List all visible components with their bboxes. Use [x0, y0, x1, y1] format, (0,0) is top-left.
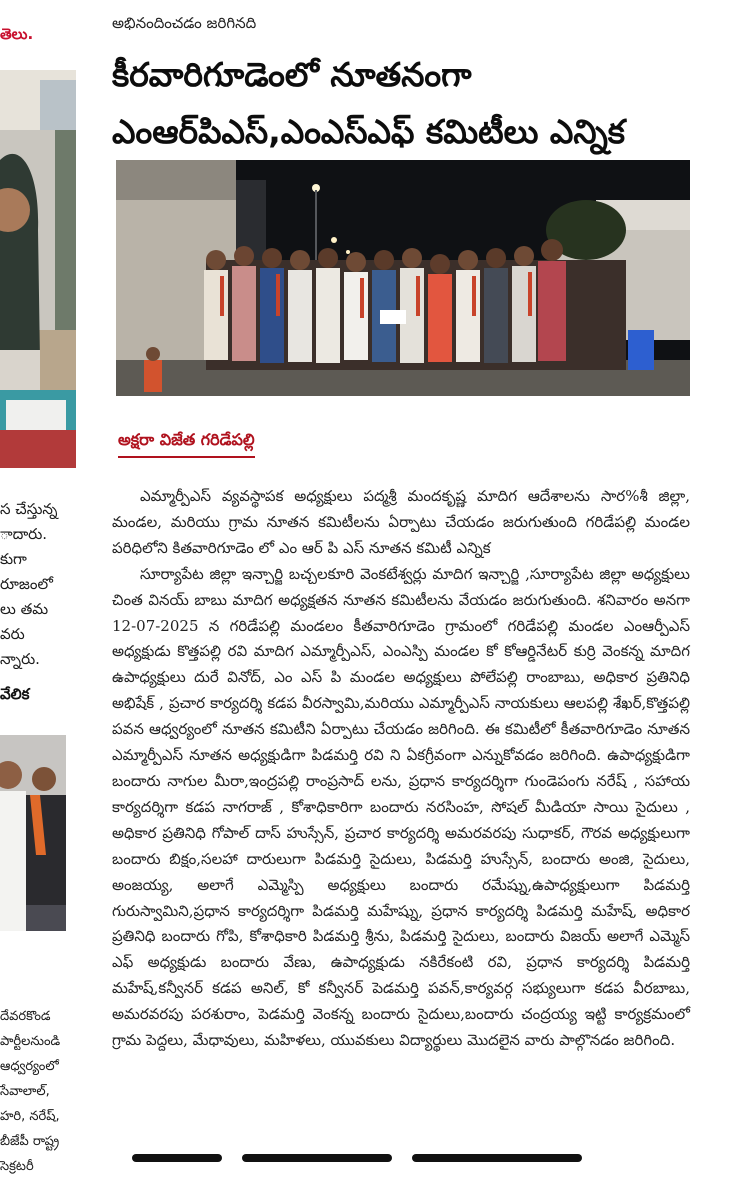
- left-text-line: ాదారు.: [0, 525, 48, 543]
- left-text-line: సెక్రటరీ: [0, 1159, 34, 1174]
- left-text-line: పార్టీలనుండి: [0, 1034, 61, 1049]
- left-photo-top: [0, 70, 76, 468]
- left-adjacent-column: [0, 0, 80, 1174]
- left-bold-fragment: వేలిక: [0, 685, 30, 703]
- article-body: [112, 484, 690, 1054]
- headline-line: ఎంఆర్‌పిఎస్,ఎంఎస్‌ఎఫ్ కమిటీలు ఎన్నిక: [112, 112, 625, 151]
- left-text-line: రూజంలో: [0, 575, 53, 593]
- left-text-line: ఆధ్వర్యంలో: [0, 1059, 59, 1074]
- article-photo: [116, 160, 690, 396]
- next-headline-cutoff: [112, 1140, 692, 1170]
- article-headline: [112, 46, 712, 160]
- headline-line: కీరవారిగూడెంలో నూతనంగా: [112, 55, 472, 94]
- article-paragraph: ఎమ్మార్పీఎస్ వ్యవస్థాపక అధ్యక్షులు పద్మశ్రీ మందకృష్ణ మాదిగ ఆదేశాలను సార%శీ జిల్లా, మండల, మరియు గ్రామ నూతన కమిటీలను ఏర్పాటు చేయడం జరుగుతుంది గరిడేపల్లి మండల పరిధిలోని కితవారిగూడెం లో ఎం ఆర్ పి ఎస్ నూతన కమిటీ ఎన్నిక: [112, 487, 690, 557]
- left-text-line: బీజేపీ రాష్ట్ర: [0, 1134, 60, 1149]
- left-text-line: హరి, నరేష్,: [0, 1109, 60, 1124]
- left-text-line: న్నారు.: [0, 650, 40, 668]
- left-text-line: దేవరకొండ: [0, 1009, 51, 1024]
- left-text-line: లు తమ: [0, 600, 49, 618]
- article-byline: అక్షరా విజేత గరిడేపల్లి: [118, 430, 255, 458]
- article-paragraph: సూర్యాపేట జిల్లా ఇన్చార్జి బచ్చలకూరి వెంకటేశ్వర్లు మాదిగ ఇన్చార్జి ,సూర్యాపేట జిల్లా అధ్యక్షులు చింత వినయ్ బాబు మాదిగ అధ్యక్షతన నూతన కమిటీలను వేయడం జరుగుతుంది. శనివారం అనగా 12-07-2025 న గరిడేపల్లి మండలం కీతవారిగూడెం గ్రామంలో గరిడేపల్లి మండల ఎంఆర్పీఎస్ అధ్యక్షుడు కొత్తపల్లి రవి మాదిగ ఎమ్మార్పీఎస్, ఎంఎస్పి మండల కో కోఆర్డినేటర్ కుర్రి వెంకన్న మాదిగ ఉపాధ్యక్షులు దురే వినోద్, ఎం ఎస్ పి మండల అధ్యక్షులు పోలేపల్లి రాంబాబు, అధికార ప్రతినిధి అభిషేక్ , ప్రచార కార్యదర్శి కడప వీరస్వామి,మరియు ఎమ్మార్పీఎస్ నాయకులు ఆలపల్లి శేఖర్,కొత్తపల్లి పవన ఆధ్వర్యంలో నూతన కమిటీని ఏర్పాటు చేయడం జరిగింది. ఈ కమిటీలో కీతవారిగూడెం నూతన ఎమ్మార్పీఎస్ నూతన అధ్యక్షుడిగా పిడమర్తి రవి ని ఏకగ్రీవంగా ఎన్నుకోవడం జరిగింది. ఉపాధ్యక్షుడిగా బందారు నాగుల మీరా,ఇంద్రపల్లి రాంప్రసాద్ లను, ప్రధాన కార్యదర్శిగా గుండెపంగు నరేష్ , సహాయ కార్యదర్శిగా కడప నాగరాజ్ , కోశాధికారిగా బందారు నరసింహ, సోషల్ మీడియా సాయి సైదులు , అధికార ప్రతినిధి గోపాల్ దాస్ హుస్సేన్, ప్రచార కార్యదర్శి అమరవరపు సుధాకర్, గౌరవ అధ్యక్షులుగా బందారు బిక్షం,సలహా దారులుగా పిడమర్తి సైదులు, పిడమర్తి హుస్సేన్, బందారు అంజి, సైదులు, అంజయ్య, అలాగే ఎమ్మెస్పి అధ్యక్షులు బందారు రమేష్ను,ఉపాధ్యక్షులుగా పిడమర్తి గురుస్వామిని,ప్రధాన కార్యదర్శిగా పిడమర్తి మహేష్ను, ప్రధాన కార్యదర్శి పిడమర్తి మహేష్, అధికార ప్రతినిధి బందారు గోపి, కోశాధికారి పిడమర్తి శ్రీను, పిడమర్తి సైదులు, బందారు విజయ్ అలాగే ఎమ్మెస్ ఎఫ్ అధ్యక్షుడు బందారు వేణు, ఉపాధ్యక్షుడు నకిరేకంటి రవి, ప్రధాన కార్యదర్శి పిడమర్తి మహేష్,కన్వీనర్ కడప అనిల్, కో కన్వీనర్ పెడమర్తి పవన్,కార్యవర్గ సభ్యులుగా కడప వీరబాబు, అమరవరపు పరశురాం, పెడమర్తి వెంకన్న బందారు సైదులు,బందారు చంద్రయ్య ఇట్టి కార్యక్రమంలో గ్రామ పెద్దలు, మేధావులు, మహిళలు, యువకులు విద్యార్థులు మొదలైన వారు పాల్గొనడం జరిగింది.: [112, 564, 690, 1050]
- left-text-line: వరు: [0, 625, 25, 643]
- previous-article-snippet: అభినందించడం జరిగినది: [112, 14, 257, 32]
- left-text-line: స చేస్తున్న: [0, 500, 58, 518]
- left-photo-bottom: [0, 735, 66, 931]
- left-text-line: కుగా: [0, 550, 27, 568]
- left-red-fragment: తెలు.: [0, 25, 34, 43]
- left-text-line: సేవాలాల్,: [0, 1084, 50, 1099]
